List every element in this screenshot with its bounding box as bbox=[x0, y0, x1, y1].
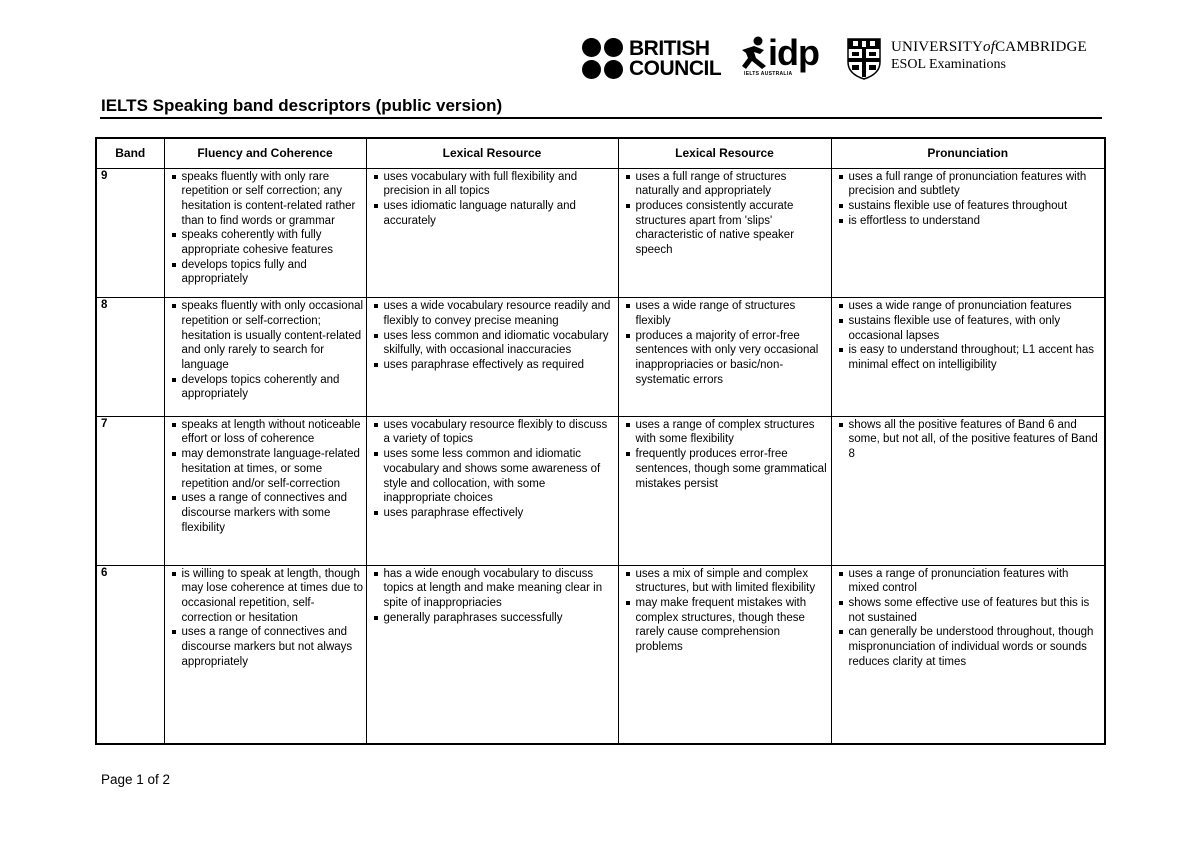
cambridge-line1: UNIVERSITYofCAMBRIDGE bbox=[891, 39, 1087, 55]
grammar-descriptor-list bbox=[626, 170, 829, 258]
descriptor-item: uses a wide range of pronunciation features bbox=[839, 299, 1103, 314]
british-council-dots-icon bbox=[582, 38, 623, 79]
descriptor-item: speaks fluently with only rare repetition or self correction; any hesitation is content-related rather than to find words or grammar bbox=[172, 170, 364, 229]
band-descriptors-table bbox=[95, 137, 1106, 745]
descriptor-item: uses a full range of pronunciation features with precision and subtlety bbox=[839, 170, 1103, 199]
header-pronunciation: Pronunciation bbox=[831, 138, 1105, 168]
descriptor-item: uses idiomatic language naturally and accurately bbox=[374, 199, 616, 228]
descriptor-item: sustains flexible use of features throughout bbox=[839, 199, 1103, 214]
cambridge-logo bbox=[847, 38, 1087, 80]
header-grammar: Lexical Resource bbox=[618, 138, 831, 168]
cambridge-shield-icon bbox=[847, 38, 881, 80]
british-council-logo bbox=[582, 38, 721, 79]
descriptor-item: uses paraphrase effectively as required bbox=[374, 358, 616, 373]
fluency-cell bbox=[164, 168, 366, 298]
descriptor-item: uses vocabulary with full flexibility and precision in all topics bbox=[374, 170, 616, 199]
idp-logo bbox=[740, 32, 819, 77]
cambridge-line2: ESOL Examinations bbox=[891, 57, 1006, 72]
descriptor-item: uses a wide vocabulary resource readily and flexibly to convey precise meaning bbox=[374, 299, 616, 328]
descriptor-item: sustains flexible use of features, with only occasional lapses bbox=[839, 314, 1103, 343]
pronunciation-descriptor-list bbox=[839, 170, 1103, 229]
fluency-cell bbox=[164, 565, 366, 744]
descriptor-item: uses a full range of structures naturally and appropriately bbox=[626, 170, 829, 199]
british-council-line1: BRITISH bbox=[629, 36, 710, 60]
descriptor-item: can generally be understood throughout, though mispronunciation of individual words or sounds reduces clarity at times bbox=[839, 625, 1103, 669]
descriptor-item: uses a range of connectives and discourse markers with some flexibility bbox=[172, 491, 364, 535]
lexical-cell bbox=[366, 565, 618, 744]
title-underline bbox=[100, 117, 1102, 119]
descriptor-item: uses paraphrase effectively bbox=[374, 506, 616, 521]
table-row bbox=[96, 565, 1105, 744]
british-council-wordmark bbox=[629, 36, 722, 80]
grammar-descriptor-list bbox=[626, 567, 829, 655]
descriptor-item: uses a range of pronunciation features with mixed control bbox=[839, 567, 1103, 596]
pronunciation-descriptor-list bbox=[839, 418, 1103, 462]
pronunciation-cell bbox=[831, 416, 1105, 565]
pronunciation-cell bbox=[831, 168, 1105, 298]
band-number: 6 bbox=[96, 565, 164, 744]
header-fluency: Fluency and Coherence bbox=[164, 138, 366, 168]
descriptor-item: uses vocabulary resource flexibly to discuss a variety of topics bbox=[374, 418, 616, 447]
lexical-cell bbox=[366, 298, 618, 417]
descriptor-item: frequently produces error-free sentences, though some grammatical mistakes persist bbox=[626, 447, 829, 491]
descriptor-item: uses a range of connectives and discourse markers but not always appropriately bbox=[172, 625, 364, 669]
band-number: 7 bbox=[96, 416, 164, 565]
descriptor-item: speaks coherently with fully appropriate cohesive features bbox=[172, 228, 364, 257]
descriptor-item: speaks at length without noticeable effort or loss of coherence bbox=[172, 418, 364, 447]
pronunciation-descriptor-list bbox=[839, 299, 1103, 373]
descriptor-item: develops topics coherently and appropriately bbox=[172, 373, 364, 402]
grammar-cell bbox=[618, 298, 831, 417]
idp-subtitle: IELTS AUSTRALIA bbox=[744, 71, 793, 77]
descriptor-item: uses some less common and idiomatic vocabulary and shows some awareness of style and collocation, with some inappropriate choices bbox=[374, 447, 616, 506]
grammar-cell bbox=[618, 565, 831, 744]
fluency-cell bbox=[164, 416, 366, 565]
pronunciation-cell bbox=[831, 298, 1105, 417]
descriptor-item: is effortless to understand bbox=[839, 214, 1103, 229]
descriptor-item: shows some effective use of features but this is not sustained bbox=[839, 596, 1103, 625]
british-council-line2: COUNCIL bbox=[629, 56, 722, 80]
descriptor-item: may demonstrate language-related hesitation at times, or some repetition and/or self-correction bbox=[172, 447, 364, 491]
band-number: 9 bbox=[96, 168, 164, 298]
lexical-descriptor-list bbox=[374, 418, 616, 521]
idp-wordmark: idp bbox=[768, 32, 819, 73]
descriptor-item: speaks fluently with only occasional repetition or self-correction; hesitation is usually content-related and only rarely to search for language bbox=[172, 299, 364, 373]
lexical-cell bbox=[366, 416, 618, 565]
descriptor-item: generally paraphrases successfully bbox=[374, 611, 616, 626]
grammar-descriptor-list bbox=[626, 299, 829, 387]
grammar-cell bbox=[618, 168, 831, 298]
descriptor-item: is easy to understand throughout; L1 accent has minimal effect on intelligibility bbox=[839, 343, 1103, 372]
table-row bbox=[96, 416, 1105, 565]
pronunciation-descriptor-list bbox=[839, 567, 1103, 670]
fluency-descriptor-list bbox=[172, 299, 364, 402]
header-band: Band bbox=[96, 138, 164, 168]
band-number: 8 bbox=[96, 298, 164, 417]
descriptor-item: uses a range of complex structures with some flexibility bbox=[626, 418, 829, 447]
table-header-row bbox=[96, 138, 1105, 168]
grammar-descriptor-list bbox=[626, 418, 829, 492]
page-number: Page 1 of 2 bbox=[101, 772, 171, 787]
descriptor-item: has a wide enough vocabulary to discuss topics at length and make meaning clear in spite of inappropriacies bbox=[374, 567, 616, 611]
descriptor-item: shows all the positive features of Band 6 and some, but not all, of the positive features of Band 8 bbox=[839, 418, 1103, 462]
table-row bbox=[96, 168, 1105, 298]
pronunciation-cell bbox=[831, 565, 1105, 744]
descriptor-item: uses less common and idiomatic vocabulary skilfully, with occasional inaccuracies bbox=[374, 329, 616, 358]
descriptor-item: uses a wide range of structures flexibly bbox=[626, 299, 829, 328]
descriptor-item: develops topics fully and appropriately bbox=[172, 258, 364, 287]
lexical-descriptor-list bbox=[374, 567, 616, 626]
lexical-descriptor-list bbox=[374, 170, 616, 229]
fluency-descriptor-list bbox=[172, 567, 364, 670]
descriptor-item: produces a majority of error-free sentences with only very occasional inappropriacies or basic/non-systematic errors bbox=[626, 329, 829, 388]
fluency-cell bbox=[164, 298, 366, 417]
lexical-descriptor-list bbox=[374, 299, 616, 373]
header-lexical: Lexical Resource bbox=[366, 138, 618, 168]
lexical-cell bbox=[366, 168, 618, 298]
page-title: IELTS Speaking band descriptors (public version) bbox=[101, 96, 503, 115]
fluency-descriptor-list bbox=[172, 170, 364, 288]
idp-figure-icon bbox=[740, 36, 768, 70]
grammar-cell bbox=[618, 416, 831, 565]
descriptor-item: is willing to speak at length, though may lose coherence at times due to occasional repetition, self-correction or hesitation bbox=[172, 567, 364, 626]
fluency-descriptor-list bbox=[172, 418, 364, 536]
descriptor-item: may make frequent mistakes with complex structures, though these rarely cause comprehension problems bbox=[626, 596, 829, 655]
descriptor-item: uses a mix of simple and complex structures, but with limited flexibility bbox=[626, 567, 829, 596]
table-row bbox=[96, 298, 1105, 417]
descriptor-item: produces consistently accurate structures apart from 'slips' characteristic of native speaker speech bbox=[626, 199, 829, 258]
